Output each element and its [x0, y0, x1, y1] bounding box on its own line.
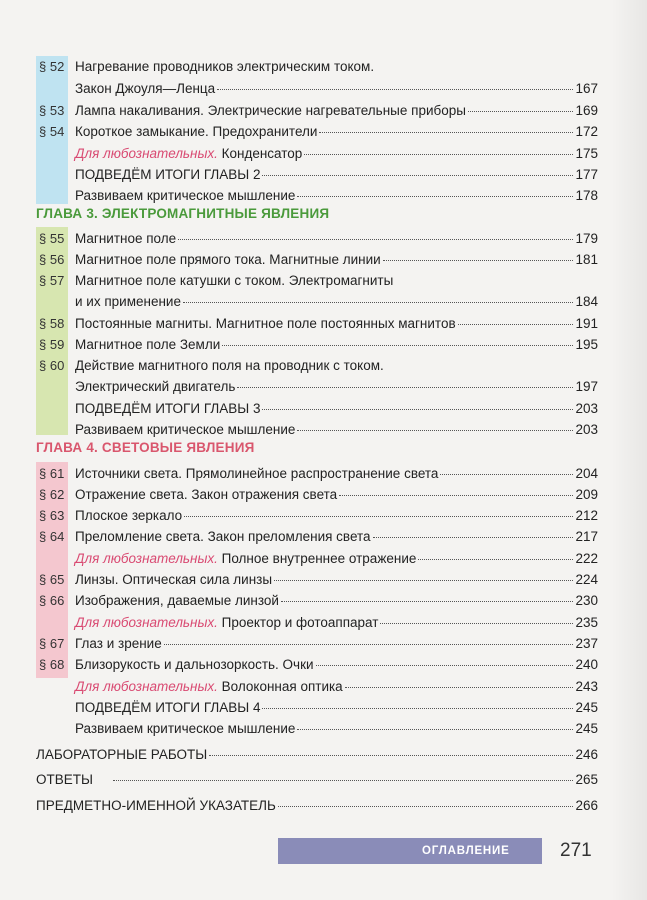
entry-title: Электрический двигатель [75, 379, 236, 394]
toc-entry[interactable] [75, 614, 598, 632]
dot-leader [468, 111, 574, 112]
page-number: 217 [575, 529, 598, 544]
dot-leader [418, 559, 573, 560]
dot-leader [262, 409, 573, 410]
entry-title-text: Волоконная оптика [217, 679, 343, 694]
toc-entry[interactable] [75, 635, 598, 653]
entry-title: Изображения, даваемые линзой [75, 593, 279, 608]
toc-entry[interactable] [75, 571, 598, 589]
page-number: 175 [575, 146, 598, 161]
toc-entry[interactable] [75, 678, 598, 696]
toc-entry[interactable] [75, 80, 598, 98]
dot-leader [339, 495, 573, 496]
section-number: § 60 [39, 358, 65, 373]
page-number: 209 [575, 487, 598, 502]
dot-leader [274, 580, 573, 581]
section-number: § 58 [39, 316, 65, 331]
entry-title: ПРЕДМЕТНО-ИМЕННОЙ УКАЗАТЕЛЬ [36, 798, 276, 813]
page-number: 203 [575, 422, 598, 437]
toc-entry[interactable] [75, 528, 598, 546]
dot-leader [262, 175, 573, 176]
toc-entry[interactable] [75, 315, 598, 333]
toc-entry[interactable] [75, 123, 598, 141]
dot-leader [319, 132, 573, 133]
page-number: 222 [575, 551, 598, 566]
dot-leader [345, 687, 574, 688]
entry-title: Действие магнитного поля на проводник с током. [75, 358, 384, 373]
entry-title: ПОДВЕДЁМ ИТОГИ ГЛАВЫ 2 [75, 167, 261, 182]
section-number: § 62 [39, 487, 65, 502]
page-number: 169 [575, 103, 598, 118]
entry-title: Преломление света. Закон преломления света [75, 529, 371, 544]
curious-label: Для любознательных. [75, 146, 218, 161]
entry-title: и их применение [75, 294, 181, 309]
page-number-footer: 271 [560, 840, 592, 861]
entry-title: Близорукость и дальнозоркость. Очки [75, 657, 314, 672]
entry-title: Глаз и зрение [75, 636, 162, 651]
section-number: § 65 [39, 572, 65, 587]
dot-leader [383, 260, 574, 261]
dot-leader [297, 729, 573, 730]
section-number: § 61 [39, 466, 65, 481]
dot-leader [316, 665, 574, 666]
entry-title [75, 678, 343, 696]
page-number: 179 [575, 231, 598, 246]
entry-title: Короткое замыкание. Предохранители [75, 124, 318, 139]
entry-title-text: Конденсатор [217, 146, 303, 161]
entry-title: Закон Джоуля—Ленца [75, 81, 216, 96]
toc-entry[interactable] [75, 656, 598, 674]
page-number: 184 [575, 294, 598, 309]
toc-entry[interactable] [75, 486, 598, 504]
chapter4-heading: ГЛАВА 4. СВЕТОВЫЕ ЯВЛЕНИЯ [36, 440, 255, 455]
entry-title: Источники света. Прямолинейное распространение света [75, 466, 439, 481]
toc-entry[interactable] [75, 400, 598, 418]
curious-label: Для любознательных. [75, 615, 218, 630]
curious-label: Для любознательных. [75, 679, 218, 694]
entry-title: Развиваем критическое мышление [75, 422, 296, 437]
entry-title: Магнитное поле [75, 231, 177, 246]
page-number: 195 [575, 337, 598, 352]
footer-label: ОГЛАВЛЕНИЕ [422, 845, 510, 857]
section-number: § 64 [39, 529, 65, 544]
dot-leader [458, 324, 574, 325]
toc-entry[interactable] [75, 550, 598, 568]
section-number: § 52 [39, 59, 65, 74]
entry-title: Развиваем критическое мышление [75, 721, 296, 736]
toc-entry[interactable] [75, 507, 598, 525]
page-number: 167 [575, 81, 598, 96]
entry-title: Линзы. Оптическая сила линзы [75, 572, 273, 587]
entry-title [75, 145, 302, 163]
entry-title: Развиваем критическое мышление [75, 188, 296, 203]
entry-title [75, 614, 378, 632]
toc-entry[interactable] [75, 699, 598, 717]
dot-leader [183, 302, 574, 303]
page-number: 178 [575, 188, 598, 203]
dot-leader [380, 623, 573, 624]
page-number: 197 [575, 379, 598, 394]
page-number: 191 [575, 316, 598, 331]
toc-entry[interactable] [75, 378, 598, 396]
dot-leader [262, 708, 573, 709]
section-number: § 55 [39, 231, 65, 246]
page-number: 172 [575, 124, 598, 139]
section-number: § 67 [39, 636, 65, 651]
dot-leader [164, 644, 574, 645]
section-number: § 63 [39, 508, 65, 523]
toc-entry[interactable] [75, 272, 598, 290]
page-number: 265 [575, 772, 598, 787]
page-edge-shadow [611, 0, 647, 900]
page-number: 235 [575, 615, 598, 630]
toc-entry[interactable] [75, 357, 598, 375]
curious-label: Для любознательных. [75, 551, 218, 566]
section-number: § 59 [39, 337, 65, 352]
toc-entry[interactable] [75, 145, 598, 163]
toc-entry[interactable] [75, 230, 598, 248]
toc-entry[interactable] [75, 592, 598, 610]
page-number: 212 [575, 508, 598, 523]
toc-entry[interactable] [75, 102, 598, 120]
toc-entry-index[interactable] [36, 797, 598, 815]
toc-entry-answers[interactable] [36, 771, 598, 789]
toc-entry[interactable] [75, 187, 598, 205]
section-number: § 53 [39, 103, 65, 118]
toc-entry[interactable] [75, 251, 598, 269]
dot-leader [297, 430, 573, 431]
dot-leader [440, 474, 573, 475]
section-number: § 68 [39, 657, 65, 672]
entry-title: ПОДВЕДЁМ ИТОГИ ГЛАВЫ 3 [75, 401, 261, 416]
page-number: 245 [575, 700, 598, 715]
entry-title: Магнитное поле катушки с током. Электромагниты [75, 273, 394, 288]
toc-entry[interactable] [75, 465, 598, 483]
page-number: 224 [575, 572, 598, 587]
dot-leader [178, 239, 573, 240]
entry-title: Лампа накаливания. Электрические нагревательные приборы [75, 103, 466, 118]
page-number: 237 [575, 636, 598, 651]
toc-entry[interactable] [75, 166, 598, 184]
toc-entry[interactable] [75, 293, 598, 311]
dot-leader [281, 601, 573, 602]
dot-leader [373, 537, 574, 538]
entry-title [75, 550, 416, 568]
entry-title: Отражение света. Закон отражения света [75, 487, 338, 502]
dot-leader [217, 89, 573, 90]
entry-title-text: Проектор и фотоаппарат [217, 615, 379, 630]
entry-title: Плоское зеркало [75, 508, 183, 523]
page-number: 203 [575, 401, 598, 416]
page-number: 204 [575, 466, 598, 481]
dot-leader [184, 516, 573, 517]
entry-title: Магнитное поле прямого тока. Магнитные линии [75, 252, 381, 267]
dot-leader [222, 345, 573, 346]
dot-leader [278, 806, 574, 807]
page-number: 240 [575, 657, 598, 672]
section-number: § 66 [39, 593, 65, 608]
toc-entry-lab-works[interactable] [36, 746, 598, 764]
dot-leader [304, 154, 573, 155]
dot-leader [113, 780, 574, 781]
page-number: 243 [575, 679, 598, 694]
entry-title: ЛАБОРАТОРНЫЕ РАБОТЫ [36, 747, 208, 762]
dot-leader [237, 387, 573, 388]
toc-entry[interactable] [75, 58, 598, 76]
entry-title: ОТВЕТЫ [36, 772, 93, 787]
page-number: 230 [575, 593, 598, 608]
toc-entry[interactable] [75, 720, 598, 738]
chapter3-heading: ГЛАВА 3. ЭЛЕКТРОМАГНИТНЫЕ ЯВЛЕНИЯ [36, 206, 330, 221]
entry-title-text: Полное внутреннее отражение [217, 551, 417, 566]
toc-entry[interactable] [75, 421, 598, 439]
entry-title: Магнитное поле Земли [75, 337, 221, 352]
page-number: 181 [575, 252, 598, 267]
page-number: 266 [575, 798, 598, 813]
entry-title: Нагревание проводников электрическим током. [75, 59, 375, 74]
page-number: 246 [575, 747, 598, 762]
dot-leader [209, 755, 573, 756]
page-number: 245 [575, 721, 598, 736]
section-number: § 57 [39, 273, 65, 288]
entry-title: Постоянные магниты. Магнитное поле постоянных магнитов [75, 316, 456, 331]
section-number: § 56 [39, 252, 65, 267]
page-number: 177 [575, 167, 598, 182]
dot-leader [297, 196, 573, 197]
section-number: § 54 [39, 124, 65, 139]
entry-title: ПОДВЕДЁМ ИТОГИ ГЛАВЫ 4 [75, 700, 261, 715]
toc-entry[interactable] [75, 336, 598, 354]
